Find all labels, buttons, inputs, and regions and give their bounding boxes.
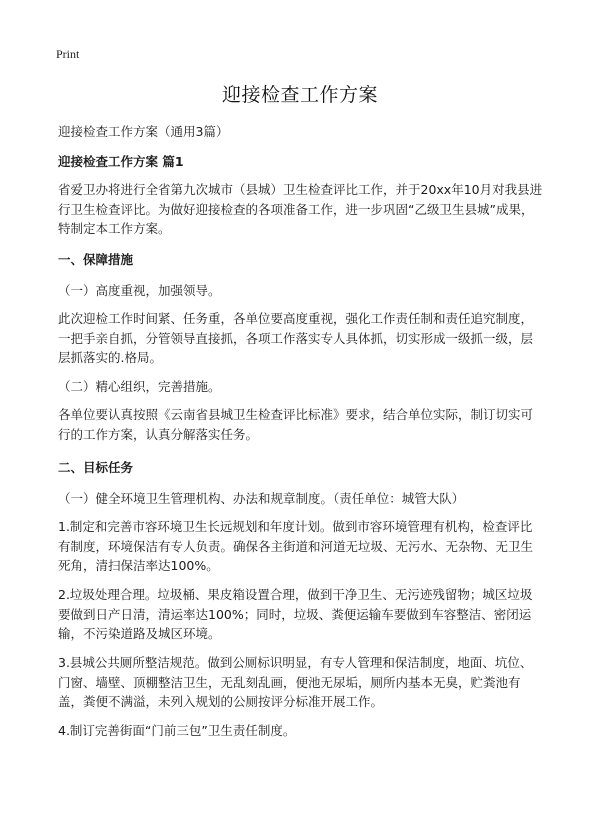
paragraph-4: 4.制订完善街面“门前三包”卫生责任制度。 [58, 723, 296, 738]
section1-item1-heading: （一）高度重视，加强领导。 [58, 283, 221, 298]
paragraph-3: 3.县城公共厕所整洁规范。做到公厕标识明显，有专人管理和保洁制度，地面、坑位、门窗、墙壁、顶棚整洁卫生，无乱刻乱画，便池无尿垢，厕所内基本无臭，贮粪池有盖，粪便不满溢，未列入规划的公厕按评分标准开展工作。 [58, 655, 533, 709]
page-title: 迎接检查工作方案 [221, 84, 378, 106]
print-link[interactable]: Print [56, 47, 80, 61]
section-heading-1: 一、保障措施 [58, 252, 134, 267]
section-heading-2: 二、目标任务 [58, 460, 134, 475]
section2-item1-heading: （一）健全环境卫生管理机构、办法和规章制度。（责任单位：城管大队） [58, 491, 465, 506]
part-heading: 迎接检查工作方案 篇1 [58, 154, 184, 169]
paragraph-1: 1.制定和完善市容环境卫生长远规划和年度计划。做到市容环境管理有机构，检查评比有制度，环境保洁有专人负责。确保各主街道和河道无垃圾、无污水、无杂物、无卫生死角，清扫保洁率达100%。 [58, 519, 534, 573]
section1-item1-body: 此次迎检工作时间紧、任务重，各单位要高度重视，强化工作责任制和责任追究制度，一把手亲自抓，分管领导直接抓，各项工作落实专人具体抓，切实形成一级抓一级，层层抓落实的.格局。 [58, 311, 534, 365]
document-subtitle: 迎接检查工作方案（通用3篇） [58, 124, 229, 139]
section1-item2-heading: （二）精心组织，完善措施。 [58, 379, 221, 394]
section1-item2-body: 各单位要认真按照《云南省县城卫生检查评比标准》要求，结合单位实际，制订切实可行的工作方案，认真分解落实任务。 [58, 407, 534, 442]
intro-paragraph: 省爱卫办将进行全省第九次城市（县城）卫生检查评比工作，并于20xx年10月对我县进行卫生检查评比。为做好迎接检查的各项准备工作，进一步巩固“乙级卫生县城”成果，特制定本工作方案。 [58, 182, 543, 236]
paragraph-2: 2.垃圾处理合理。垃圾桶、果皮箱设置合理，做到干净卫生、无污迹残留物；城区垃圾要做到日产日清，清运率达100%；同时，垃圾、粪便运输车要做到车容整洁、密闭运输，不污染道路及城区环境。 [58, 587, 533, 641]
